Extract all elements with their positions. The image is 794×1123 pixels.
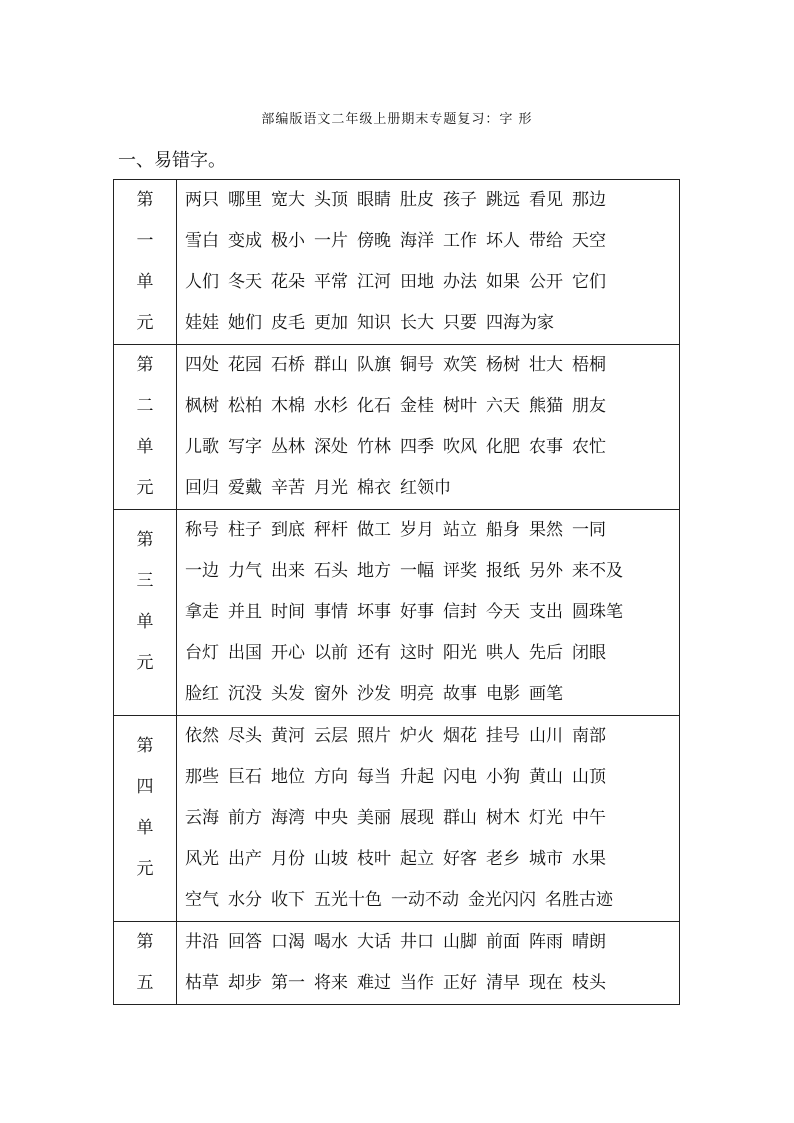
word-item: 照片 — [357, 726, 391, 746]
word-item: 熊猫 — [529, 396, 563, 416]
word-line — [185, 551, 679, 592]
word-item: 果然 — [529, 520, 563, 540]
word-item: 办法 — [443, 272, 477, 292]
word-list-cell — [177, 510, 680, 716]
word-line — [185, 510, 679, 551]
section-heading: 一、易错字。 — [118, 150, 226, 171]
unit-label — [114, 716, 176, 900]
word-item: 前方 — [228, 808, 262, 828]
word-item: 来不及 — [572, 561, 623, 581]
word-item: 水分 — [228, 890, 262, 910]
unit-label-char: 单 — [136, 437, 154, 457]
word-item: 山顶 — [572, 767, 606, 787]
word-item: 收下 — [271, 890, 305, 910]
unit-label-cell — [114, 180, 177, 345]
word-line — [185, 798, 679, 839]
unit-row — [114, 510, 680, 716]
word-item: 大话 — [357, 932, 391, 952]
word-table-body — [114, 180, 680, 1005]
word-item: 月光 — [314, 478, 348, 498]
word-item: 松柏 — [228, 396, 262, 416]
word-item: 眼睛 — [357, 190, 391, 210]
word-item: 好客 — [443, 849, 477, 869]
word-item: 公开 — [529, 272, 563, 292]
word-item: 竹林 — [357, 437, 391, 457]
word-item: 枫树 — [185, 396, 219, 416]
word-item: 电影 — [486, 684, 520, 704]
word-list-cell — [177, 716, 680, 922]
unit-label — [114, 922, 176, 1004]
word-item: 娃娃 — [185, 313, 219, 333]
word-item: 花园 — [228, 355, 262, 375]
word-item: 第一 — [271, 973, 305, 993]
word-item: 中央 — [314, 808, 348, 828]
word-item: 树木 — [486, 808, 520, 828]
word-item: 那些 — [185, 767, 219, 787]
unit-label-char: 元 — [136, 313, 154, 333]
word-item: 花朵 — [271, 272, 305, 292]
word-item: 坏事 — [357, 602, 391, 622]
word-line — [185, 922, 679, 963]
unit-row — [114, 345, 680, 510]
word-item: 队旗 — [357, 355, 391, 375]
word-item: 故事 — [443, 684, 477, 704]
word-item: 儿歌 — [185, 437, 219, 457]
word-item: 井沿 — [185, 932, 219, 952]
unit-row — [114, 716, 680, 922]
word-line — [185, 468, 679, 509]
word-item: 天空 — [572, 231, 606, 251]
word-item: 丛林 — [271, 437, 305, 457]
word-item: 沉没 — [228, 684, 262, 704]
word-item: 正好 — [443, 973, 477, 993]
word-item: 阵雨 — [529, 932, 563, 952]
word-item: 石桥 — [271, 355, 305, 375]
unit-label-char: 第 — [136, 355, 154, 375]
unit-label — [114, 345, 176, 509]
word-item: 知识 — [357, 313, 391, 333]
word-item: 评奖 — [443, 561, 477, 581]
word-item: 这时 — [400, 643, 434, 663]
word-table — [113, 179, 680, 1005]
word-item: 出国 — [228, 643, 262, 663]
word-item: 事情 — [314, 602, 348, 622]
word-item: 圆珠笔 — [572, 602, 623, 622]
word-item: 地位 — [271, 767, 305, 787]
word-item: 哪里 — [228, 190, 262, 210]
word-line — [185, 716, 679, 757]
word-item: 群山 — [314, 355, 348, 375]
word-item: 站立 — [443, 520, 477, 540]
word-item: 树叶 — [443, 396, 477, 416]
word-item: 巨石 — [228, 767, 262, 787]
unit-label-char: 元 — [136, 478, 154, 498]
word-item: 月份 — [271, 849, 305, 869]
word-item: 江河 — [357, 272, 391, 292]
word-line — [185, 345, 679, 386]
word-item: 写字 — [228, 437, 262, 457]
word-line — [185, 180, 679, 221]
word-item: 难过 — [357, 973, 391, 993]
word-item: 群山 — [443, 808, 477, 828]
word-item: 云层 — [314, 726, 348, 746]
word-item: 沙发 — [357, 684, 391, 704]
word-item: 长大 — [400, 313, 434, 333]
word-item: 以前 — [314, 643, 348, 663]
word-item: 一同 — [572, 520, 606, 540]
word-item: 前面 — [486, 932, 520, 952]
word-item: 四季 — [400, 437, 434, 457]
word-line — [185, 963, 679, 1004]
unit-label-char: 元 — [136, 859, 154, 879]
word-item: 当作 — [400, 973, 434, 993]
word-item: 一幅 — [400, 561, 434, 581]
word-item: 灯光 — [529, 808, 563, 828]
unit-label-cell — [114, 716, 177, 922]
word-item: 拿走 — [185, 602, 219, 622]
word-item: 时间 — [271, 602, 305, 622]
word-item: 回答 — [228, 932, 262, 952]
word-item: 木棉 — [271, 396, 305, 416]
word-item: 船身 — [486, 520, 520, 540]
word-item: 石头 — [314, 561, 348, 581]
word-item: 金桂 — [400, 396, 434, 416]
word-item: 辛苦 — [271, 478, 305, 498]
word-item: 报纸 — [486, 561, 520, 581]
word-item: 如果 — [486, 272, 520, 292]
unit-label-char: 第 — [136, 530, 154, 550]
word-item: 铜号 — [400, 355, 434, 375]
word-item: 回归 — [185, 478, 219, 498]
unit-label-char: 五 — [136, 973, 154, 993]
word-item: 哄人 — [486, 643, 520, 663]
word-item: 五光十色 — [314, 890, 382, 910]
word-item: 欢笑 — [443, 355, 477, 375]
word-item: 晴朗 — [572, 932, 606, 952]
word-item: 农忙 — [572, 437, 606, 457]
unit-label-char: 第 — [136, 932, 154, 952]
word-item: 金光闪闪 — [468, 890, 536, 910]
word-line — [185, 633, 679, 674]
word-item: 跳远 — [486, 190, 520, 210]
word-item: 两只 — [185, 190, 219, 210]
word-item: 化肥 — [486, 437, 520, 457]
unit-label — [114, 510, 176, 694]
word-item: 平常 — [314, 272, 348, 292]
word-item: 名胜古迹 — [545, 890, 613, 910]
word-item: 山脚 — [443, 932, 477, 952]
word-item: 井口 — [400, 932, 434, 952]
word-item: 黄河 — [271, 726, 305, 746]
word-item: 六天 — [486, 396, 520, 416]
word-item: 明亮 — [400, 684, 434, 704]
word-line — [185, 386, 679, 427]
word-item: 空气 — [185, 890, 219, 910]
word-item: 地方 — [357, 561, 391, 581]
word-item: 棉衣 — [357, 478, 391, 498]
word-item: 山坡 — [314, 849, 348, 869]
word-line — [185, 880, 679, 921]
word-item: 皮毛 — [271, 313, 305, 333]
word-item: 枯草 — [185, 973, 219, 993]
unit-row — [114, 922, 680, 1005]
unit-label — [114, 180, 176, 344]
word-item: 力气 — [228, 561, 262, 581]
word-line — [185, 221, 679, 262]
word-item: 城市 — [529, 849, 563, 869]
word-item: 却步 — [228, 973, 262, 993]
word-item: 清早 — [486, 973, 520, 993]
word-item: 闭眼 — [572, 643, 606, 663]
word-item: 喝水 — [314, 932, 348, 952]
unit-label-char: 二 — [136, 396, 154, 416]
word-item: 云海 — [185, 808, 219, 828]
word-item: 还有 — [357, 643, 391, 663]
word-item: 小狗 — [486, 767, 520, 787]
word-item: 梧桐 — [572, 355, 606, 375]
word-item: 杨树 — [486, 355, 520, 375]
word-item: 带给 — [529, 231, 563, 251]
word-item: 更加 — [314, 313, 348, 333]
unit-label-char: 第 — [136, 190, 154, 210]
word-line — [185, 262, 679, 303]
unit-label-char: 元 — [136, 653, 154, 673]
word-item: 四处 — [185, 355, 219, 375]
word-item: 并且 — [228, 602, 262, 622]
word-item: 台灯 — [185, 643, 219, 663]
word-item: 人们 — [185, 272, 219, 292]
word-item: 南部 — [572, 726, 606, 746]
unit-label-char: 单 — [136, 612, 154, 632]
word-item: 柱子 — [228, 520, 262, 540]
word-item: 方向 — [314, 767, 348, 787]
word-line — [185, 427, 679, 468]
word-list-cell — [177, 345, 680, 510]
word-item: 闪电 — [443, 767, 477, 787]
unit-label-char: 单 — [136, 818, 154, 838]
word-item: 变成 — [228, 231, 262, 251]
unit-label-cell — [114, 922, 177, 1005]
word-item: 她们 — [228, 313, 262, 333]
unit-label-cell — [114, 345, 177, 510]
word-line — [185, 592, 679, 633]
word-item: 头发 — [271, 684, 305, 704]
word-item: 将来 — [314, 973, 348, 993]
word-item: 黄山 — [529, 767, 563, 787]
word-item: 雪白 — [185, 231, 219, 251]
word-item: 另外 — [529, 561, 563, 581]
word-item: 只要 — [443, 313, 477, 333]
unit-label-char: 单 — [136, 272, 154, 292]
word-item: 看见 — [529, 190, 563, 210]
word-item: 四海为家 — [486, 313, 554, 333]
word-item: 窗外 — [314, 684, 348, 704]
word-item: 山川 — [529, 726, 563, 746]
unit-label-char: 四 — [136, 777, 154, 797]
word-item: 画笔 — [529, 684, 563, 704]
document-title: 部编版语文二年级上册期末专题复习：字 形 — [261, 112, 533, 127]
word-item: 海洋 — [400, 231, 434, 251]
word-item: 枝头 — [572, 973, 606, 993]
word-item: 水杉 — [314, 396, 348, 416]
word-item: 孩子 — [443, 190, 477, 210]
word-item: 升起 — [400, 767, 434, 787]
word-item: 现在 — [529, 973, 563, 993]
word-item: 田地 — [400, 272, 434, 292]
word-item: 一边 — [185, 561, 219, 581]
word-item: 先后 — [529, 643, 563, 663]
word-item: 肚皮 — [400, 190, 434, 210]
word-item: 深处 — [314, 437, 348, 457]
word-item: 美丽 — [357, 808, 391, 828]
word-line — [185, 757, 679, 798]
word-item: 老乡 — [486, 849, 520, 869]
word-item: 头顶 — [314, 190, 348, 210]
word-item: 口渴 — [271, 932, 305, 952]
unit-label-char: 三 — [136, 571, 154, 591]
unit-label-char: 第 — [136, 736, 154, 756]
word-item: 起立 — [400, 849, 434, 869]
word-item: 冬天 — [228, 272, 262, 292]
unit-row — [114, 180, 680, 345]
word-item: 秤杆 — [314, 520, 348, 540]
word-item: 一动不动 — [391, 890, 459, 910]
word-item: 红领巾 — [400, 478, 451, 498]
word-item: 它们 — [572, 272, 606, 292]
word-item: 今天 — [486, 602, 520, 622]
word-item: 挂号 — [486, 726, 520, 746]
word-item: 水果 — [572, 849, 606, 869]
word-item: 开心 — [271, 643, 305, 663]
word-item: 宽大 — [271, 190, 305, 210]
word-item: 海湾 — [271, 808, 305, 828]
word-item: 傍晚 — [357, 231, 391, 251]
word-item: 农事 — [529, 437, 563, 457]
word-item: 脸红 — [185, 684, 219, 704]
word-item: 做工 — [357, 520, 391, 540]
word-item: 爱戴 — [228, 478, 262, 498]
word-item: 化石 — [357, 396, 391, 416]
word-item: 每当 — [357, 767, 391, 787]
word-line — [185, 674, 679, 715]
word-item: 那边 — [572, 190, 606, 210]
word-line — [185, 303, 679, 344]
word-item: 烟花 — [443, 726, 477, 746]
word-item: 出产 — [228, 849, 262, 869]
word-item: 出来 — [271, 561, 305, 581]
word-item: 坏人 — [486, 231, 520, 251]
unit-label-cell — [114, 510, 177, 716]
word-item: 依然 — [185, 726, 219, 746]
word-list-cell — [177, 922, 680, 1005]
word-item: 壮大 — [529, 355, 563, 375]
word-item: 尽头 — [228, 726, 262, 746]
word-item: 炉火 — [400, 726, 434, 746]
word-item: 岁月 — [400, 520, 434, 540]
word-item: 到底 — [271, 520, 305, 540]
word-item: 中午 — [572, 808, 606, 828]
word-item: 展现 — [400, 808, 434, 828]
word-item: 称号 — [185, 520, 219, 540]
word-item: 工作 — [443, 231, 477, 251]
word-item: 风光 — [185, 849, 219, 869]
word-line — [185, 839, 679, 880]
word-item: 支出 — [529, 602, 563, 622]
word-item: 阳光 — [443, 643, 477, 663]
word-item: 吹风 — [443, 437, 477, 457]
unit-label-char: 一 — [136, 231, 154, 251]
word-item: 枝叶 — [357, 849, 391, 869]
word-item: 一片 — [314, 231, 348, 251]
word-item: 朋友 — [572, 396, 606, 416]
word-item: 信封 — [443, 602, 477, 622]
word-list-cell — [177, 180, 680, 345]
word-item: 极小 — [271, 231, 305, 251]
word-item: 好事 — [400, 602, 434, 622]
